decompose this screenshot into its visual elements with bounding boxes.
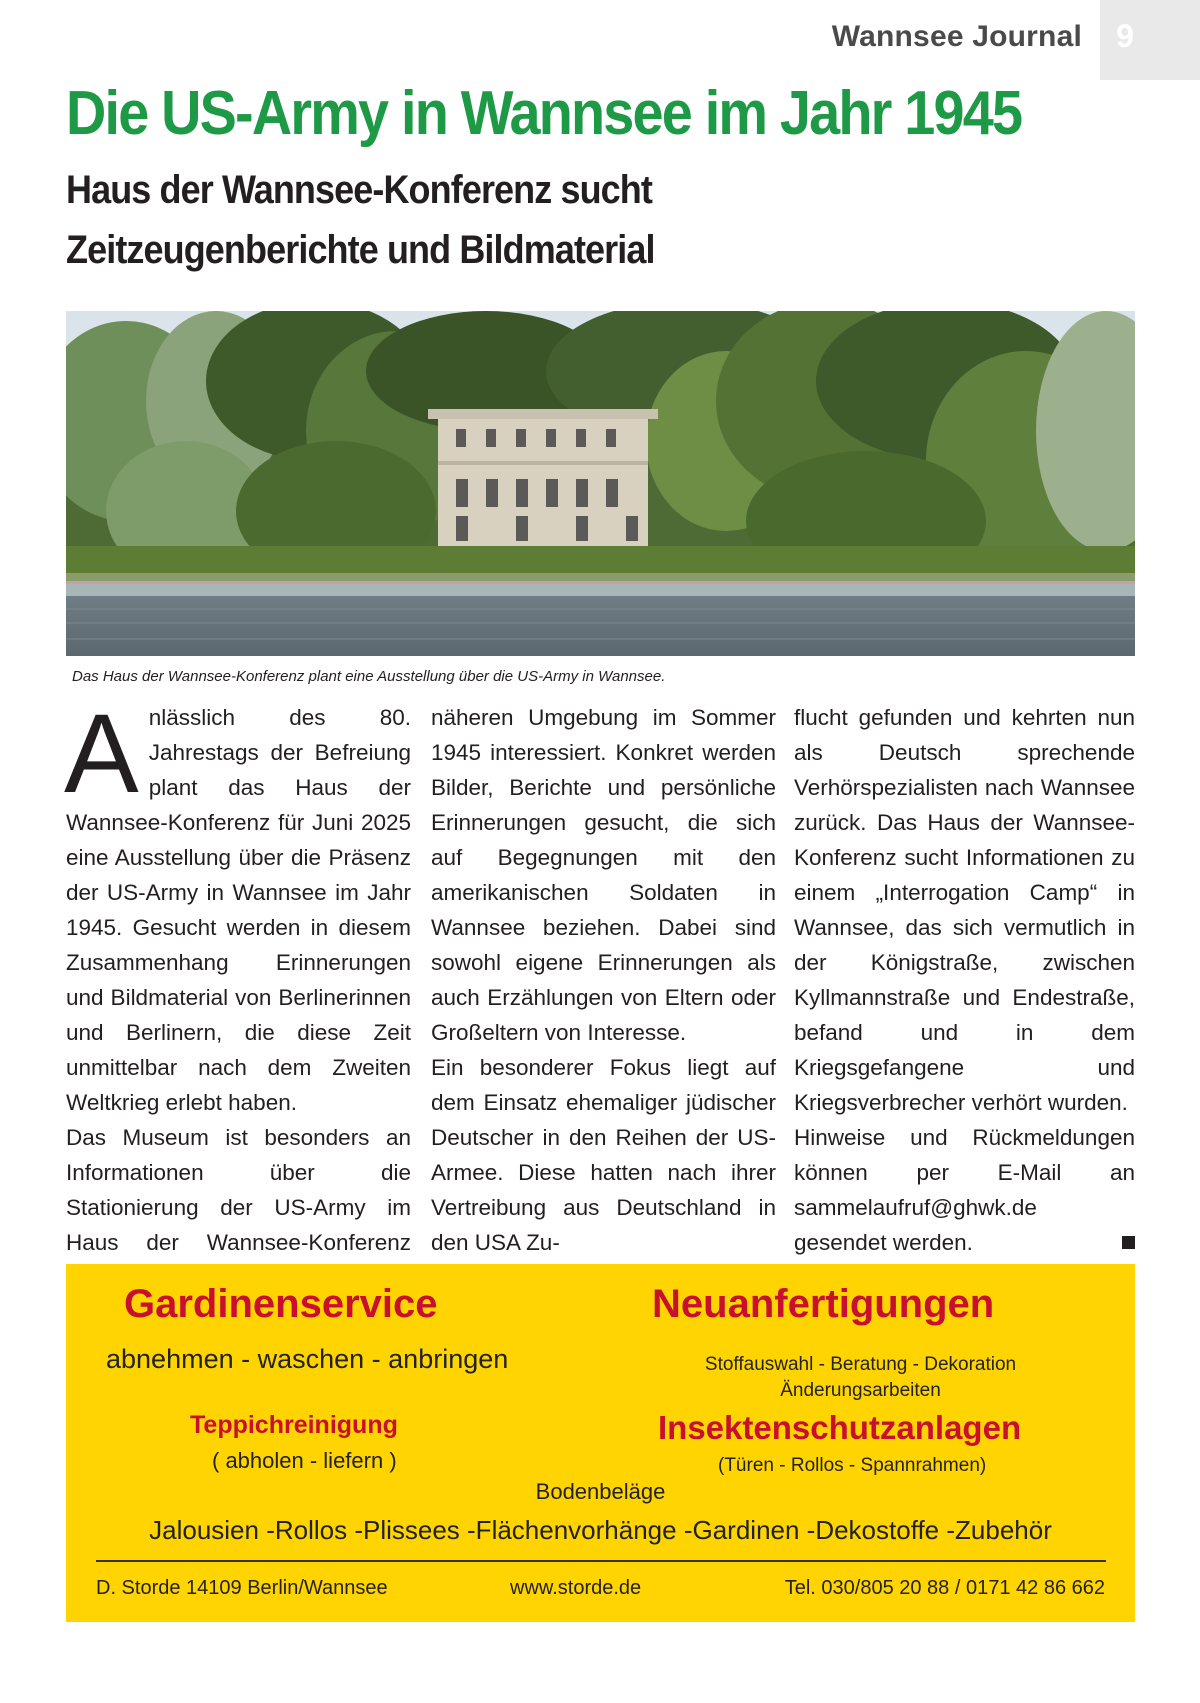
drop-cap: A <box>64 691 139 816</box>
article-column-2 <box>431 700 776 1260</box>
headline: Die US-Army in Wannsee im Jahr 1945 <box>66 79 1022 148</box>
paragraph: Das Museum ist besonders an Informationen über die Stationierung der US-Army im Haus der Wannsee-Konferenz <box>66 1125 411 1255</box>
subheadline-line-2: Zeitzeugenberichte und Bildmaterial <box>66 228 655 272</box>
ad-teppich-sub: ( abholen - liefern ) <box>212 1448 397 1473</box>
photo-caption: Das Haus der Wannsee-Konferenz plant eine Ausstellung über die US-Army in Wannsee. <box>72 668 666 685</box>
journal-name: Wannsee Journal <box>831 20 1082 53</box>
ad-bodenbelaege: Bodenbeläge <box>535 1479 666 1504</box>
article-column-1 <box>64 691 411 1295</box>
paragraph-final <box>794 1120 1135 1260</box>
subheadline-line-1: Haus der Wannsee-Konferenz sucht <box>66 168 652 212</box>
ad-teppich-title: Teppichreinigung <box>190 1411 398 1439</box>
paragraph-text: Hinweise und Rückmeldungen können per E-Mail an sammelaufruf@ghwk.de gesendet werden. <box>794 1125 1135 1255</box>
paragraph: Ein besonderer Fokus liegt auf dem Einsatz ehemaliger jüdischer Deutscher in den Reihen der US-Armee. Diese hatten nach ihrer Vertreibung aus Deutschland in den USA Zu- <box>431 1055 776 1255</box>
ad-address: D. Storde 14109 Berlin/Wannsee <box>96 1577 388 1599</box>
page-number-tab <box>1100 0 1200 80</box>
wannsee-villa-illustration <box>66 311 1135 656</box>
article-column-3 <box>794 700 1135 1260</box>
ad-gardinenservice-sub: abnehmen - waschen - anbringen <box>106 1344 509 1374</box>
end-of-article-icon <box>1122 1236 1135 1249</box>
ad-gardinenservice-title: Gardinenservice <box>124 1282 438 1326</box>
ad-phone: Tel. 030/805 20 88 / 0171 42 86 662 <box>784 1577 1105 1599</box>
paragraph: flucht gefunden und kehrten nun als Deutsch sprechende Verhörspezialisten nach Wannsee zurück. Das Haus der Wannsee-Konferenz sucht Informationen zu einem „Interrogation Camp“ in Wannsee, das sich vermutlich in der Königstraße, zwischen Kyllmannstraße und Endestraße, befand und in dem Kriegsgefangene und Kriegsverbrecher verhört wurden. <box>794 705 1135 1115</box>
ad-neuanfertigungen-sub1: Stoffauswahl - Beratung - Dekoration <box>704 1354 1017 1375</box>
ad-website: www.storde.de <box>510 1577 642 1599</box>
article-body <box>64 691 1135 1260</box>
ad-divider <box>96 1560 1106 1562</box>
page-number: 9 <box>1116 18 1134 54</box>
advertisement-storde <box>66 1264 1135 1622</box>
ad-insekten-sub: (Türen - Rollos - Spannrahmen) <box>718 1455 987 1476</box>
paragraph: näheren Umgebung im Sommer 1945 interessiert. Konkret werden Bilder, Berichte und persönliche Erinnerungen gesucht, die sich auf Begegnungen mit den amerikanischen Soldaten in Wannsee beziehen. Dabei sind sowohl eigene Erinnerungen als auch Erzählungen von Eltern oder Großeltern von Interesse. <box>431 705 776 1045</box>
ad-insekten-title: Insektenschutzanlagen <box>658 1409 1022 1446</box>
article-photo <box>66 311 1135 656</box>
ad-neuanfertigungen-title: Neuanfertigungen <box>652 1282 995 1326</box>
ad-neuanfertigungen-sub2: Änderungsarbeiten <box>780 1380 941 1401</box>
ad-products: Jalousien -Rollos -Plissees -Flächenvorhänge -Gardinen -Dekostoffe -Zubehör <box>149 1515 1052 1545</box>
paragraph: nlässlich des 80. Jahrestags der Befreiung plant das Haus der Wannsee-Konferenz für Juni 2025 eine Ausstellung über die Präsenz der US-Army in Wannsee im Jahr 1945. Gesucht werden in diesem Zusammenhang Erinnerungen und Bildmaterial von Berlinerinnen und Berlinern, die diese Zeit unmittelbar nach dem Zweiten Weltkrieg erlebt haben. <box>66 705 411 1115</box>
